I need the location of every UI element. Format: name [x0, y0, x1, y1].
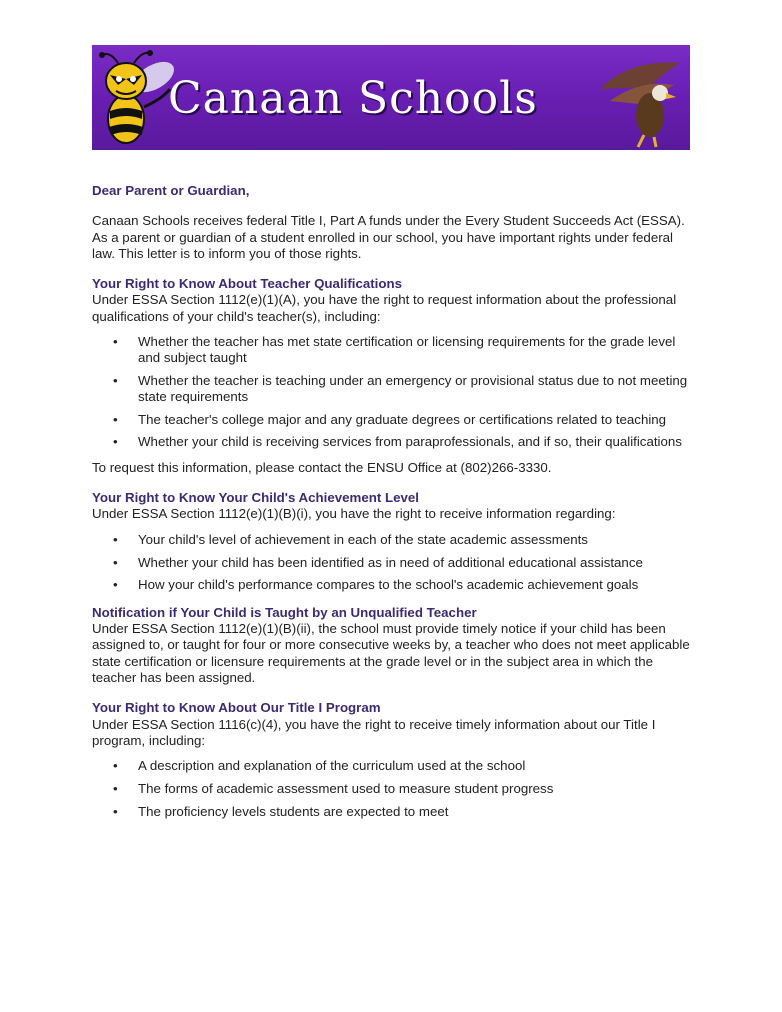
- list-item: • Your child's level of achievement in each of the state academic assessments: [113, 531, 588, 547]
- bullet-icon: •: [113, 334, 118, 350]
- letter-body: [92, 183, 692, 831]
- bullet-icon: •: [113, 411, 118, 427]
- eagle-icon: [590, 49, 690, 149]
- list-item: • A description and explanation of the curriculum used at the school: [113, 758, 526, 774]
- section-heading: Your Right to Know About Teacher Qualifications: [92, 276, 403, 292]
- list-item: • Whether the teacher is teaching under an emergency or provisional status due to not meeting state requirements: [113, 372, 688, 405]
- greeting: Dear Parent or Guardian,: [92, 183, 250, 198]
- bullet-list: [92, 758, 692, 820]
- banner-title: Canaan Schools: [168, 73, 538, 124]
- bullet-icon: •: [113, 372, 118, 388]
- bullet-list: [92, 334, 692, 451]
- section-heading: Your Right to Know Your Child's Achievement Level: [92, 490, 420, 506]
- section-heading: Your Right to Know About Our Title I Program: [92, 700, 381, 716]
- list-item: • How your child's performance compares to the school's academic achievement goals: [113, 577, 639, 593]
- bullet-icon: •: [113, 554, 118, 570]
- section-intro: Under ESSA Section 1112(e)(1)(A), you have the right to request information about the professional qualifications of your child's teacher(s), including:: [92, 292, 677, 324]
- contact-line: To request this information, please contact the ENSU Office at (802)266-3330.: [92, 459, 552, 475]
- bullet-icon: •: [113, 434, 118, 450]
- section-intro: Under ESSA Section 1116(c)(4), you have the right to receive timely information about our Title I program, including:: [92, 716, 656, 748]
- bullet-icon: •: [113, 780, 118, 796]
- list-item: • The proficiency levels students are expected to meet: [113, 803, 449, 819]
- bullet-icon: •: [113, 577, 118, 593]
- section-intro: Under ESSA Section 1112(e)(1)(B)(i), you have the right to receive information regarding:: [92, 506, 616, 522]
- bullet-icon: •: [113, 803, 118, 819]
- list-item: • Whether the teacher has met state certification or licensing requirements for the grade level and subject taught: [113, 334, 676, 366]
- list-item: • Whether your child is receiving services from paraprofessionals, and if so, their qualifications: [113, 434, 682, 450]
- list-item: • The forms of academic assessment used to measure student progress: [113, 780, 554, 796]
- bullet-list: [92, 532, 692, 594]
- section-heading: Notification if Your Child is Taught by an Unqualified Teacher: [92, 604, 477, 620]
- list-item: • Whether your child has been identified as in need of additional educational assistance: [113, 554, 643, 570]
- section-body: Under ESSA Section 1112(e)(1)(B)(ii), the school must provide timely notice if your child has been assigned to, or taught for four or more consecutive weeks by, a teacher who does not meet applicable state certification or licensure requirements at the grade level or in the subject area in which the teacher has been assigned.: [92, 621, 690, 685]
- bullet-icon: •: [113, 758, 118, 774]
- list-item: • The teacher's college major and any graduate degrees or certifications related to teaching: [113, 411, 667, 427]
- school-banner: [92, 45, 690, 150]
- intro-paragraph: Canaan Schools receives federal Title I, Part A funds under the Every Student Succeeds Act (ESSA). As a parent or guardian of a student enrolled in our school, you have important rights under federal law. This letter is to inform you of those rights.: [92, 213, 685, 261]
- bullet-icon: •: [113, 531, 118, 547]
